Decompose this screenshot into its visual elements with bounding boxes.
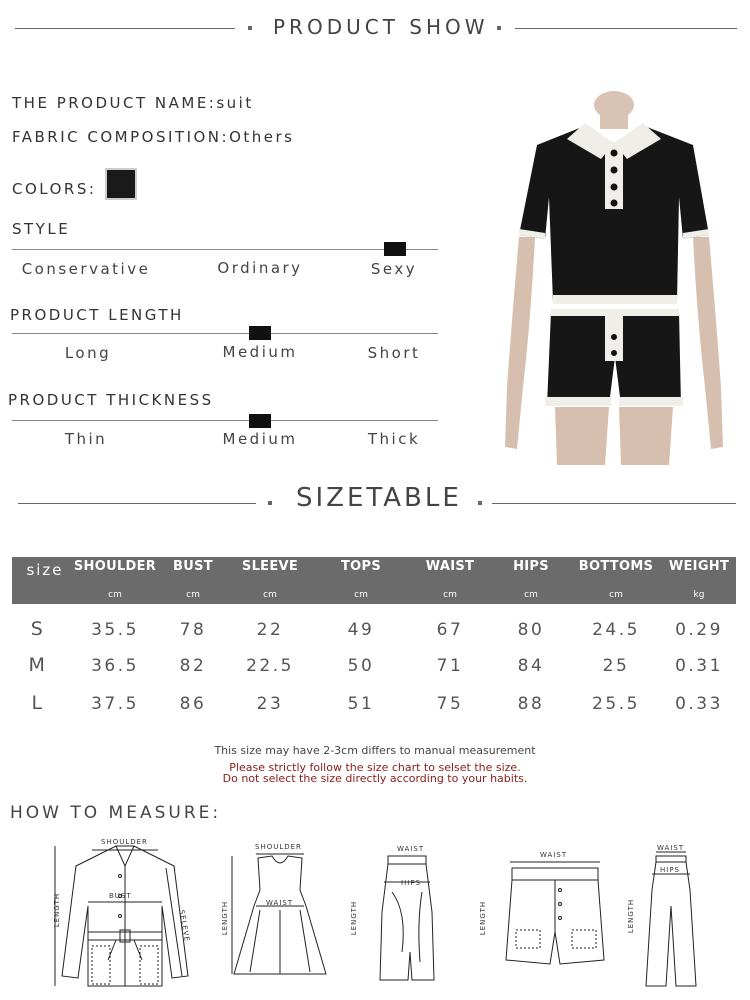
size-cell-s-sleeve: 22 [256,620,284,640]
size-label-m: M [28,654,48,676]
jacket-bust-label: BUST [109,892,132,900]
column-header-tops: TOPS [340,559,382,574]
dress-waist-label: WAIST [266,899,294,907]
size-cell-m-waist: 71 [436,656,464,676]
fabric-value: Others [229,128,295,146]
thickness-scale-line [12,420,438,421]
skirt-hips-label: HIPS [401,879,421,887]
column-header-waist: WAIST [425,559,475,574]
style-label-ordinary: Ordinary [217,259,303,277]
size-label-s: S [30,618,46,640]
product-name-label: THE PRODUCT NAME: [12,94,217,112]
product-show-title: PRODUCT SHOW [273,15,489,39]
length-title: PRODUCT LENGTH [10,306,184,324]
column-unit-hips: cm [524,590,538,600]
thickness-label-thick: Thick [367,430,421,448]
length-label-medium: Medium [222,343,298,361]
size-cell-m-sleeve: 22.5 [246,656,294,676]
size-cell-l-weight: 0.33 [675,694,723,714]
column-unit-tops: cm [354,590,368,600]
column-header-bust: BUST [173,559,213,574]
size-cell-s-bust: 78 [179,620,207,640]
style-title: STYLE [12,220,71,238]
size-cell-l-shoulder: 37.5 [91,694,139,714]
size-cell-l-bottoms: 25.5 [592,694,640,714]
warning-note-2: Do not select the size directly according to your habits. [222,772,528,785]
header-rule-left [15,28,235,29]
style-scale-line [12,249,438,250]
size-cell-m-hips: 84 [517,656,545,676]
dress-shoulder-label: SHOULDER [255,843,302,851]
thickness-marker [249,414,271,428]
product-name-row [12,94,254,112]
size-label-l: L [31,692,45,714]
column-header-bottoms: BOTTOMS [578,559,654,574]
pants-hips-label: HIPS [660,866,680,874]
pants-waist-label: WAIST [657,844,685,852]
jacket-shoulder-label: SHOULDER [101,838,148,846]
sizetable-dot-right [478,501,482,505]
sizetable-title: SIZETABLE [296,483,462,513]
size-cell-s-waist: 67 [436,620,464,640]
size-cell-m-weight: 0.31 [675,656,723,676]
size-cell-l-tops: 51 [347,694,375,714]
shorts-length-label: LENGTH [479,900,488,936]
column-header-hips: HIPS [513,559,549,574]
length-marker [249,326,271,340]
size-cell-l-sleeve: 23 [256,694,284,714]
header-dot-left [248,26,252,30]
header-dot-right [497,26,501,30]
size-cell-m-shoulder: 36.5 [91,656,139,676]
column-unit-bottoms: cm [609,590,623,600]
size-cell-m-tops: 50 [347,656,375,676]
color-swatch-black[interactable] [105,168,137,200]
shorts-measure-figure [500,860,610,970]
fabric-row [12,128,294,146]
length-scale-line [12,333,438,334]
style-label-sexy: Sexy [370,260,418,278]
dress-length-label: LENGTH [221,900,230,936]
size-cell-s-weight: 0.29 [675,620,723,640]
thickness-label-thin: Thin [64,430,108,448]
column-unit-waist: cm [443,590,457,600]
size-cell-l-bust: 86 [179,694,207,714]
column-header-weight: WEIGHT [668,559,730,574]
jacket-seleve-label: SELEVE [177,909,191,943]
length-label-long: Long [64,344,112,362]
length-label-short: Short [367,344,421,362]
column-unit-bust: cm [186,590,200,600]
size-cell-s-shoulder: 35.5 [91,620,139,640]
dress-measure-figure [230,850,330,990]
header-rule-right [515,28,737,29]
colors-label: COLORS: [12,180,97,198]
column-header-sleeve: SLEEVE [241,559,299,574]
product-photo [497,87,732,465]
thickness-title: PRODUCT THICKNESS [8,391,214,409]
skirt-length-label: LENGTH [350,900,359,936]
size-column-header: size [26,561,64,579]
column-unit-sleeve: cm [263,590,277,600]
sizetable-rule-left [18,503,256,504]
shorts-waist-label: WAIST [540,851,568,859]
jacket-length-label: LENGTH [53,892,62,928]
size-cell-l-waist: 75 [436,694,464,714]
size-cell-m-bust: 82 [179,656,207,676]
size-cell-m-bottoms: 25 [602,656,630,676]
style-marker [384,242,406,256]
pants-length-label: LENGTH [627,898,636,934]
size-cell-s-hips: 80 [517,620,545,640]
skirt-measure-figure [372,852,442,984]
sizetable-rule-right [492,503,736,504]
size-cell-s-tops: 49 [347,620,375,640]
measurement-note: This size may have 2-3cm differs to manual measurement [214,744,536,757]
warning-note-1: Please strictly follow the size chart to selset the size. [229,761,521,774]
column-unit-shoulder: cm [108,590,122,600]
style-label-conservative: Conservative [21,260,151,278]
fabric-label: FABRIC COMPOSITION: [12,128,230,146]
column-header-shoulder: SHOULDER [73,559,157,574]
skirt-waist-label: WAIST [397,845,425,853]
thickness-label-medium: Medium [222,430,298,448]
how-to-measure-title: HOW TO MEASURE: [10,803,222,823]
column-unit-weight: kg [693,590,705,600]
size-cell-s-bottoms: 24.5 [592,620,640,640]
product-name-value: suit [216,94,254,112]
sizetable-dot-left [268,501,272,505]
size-cell-l-hips: 88 [517,694,545,714]
